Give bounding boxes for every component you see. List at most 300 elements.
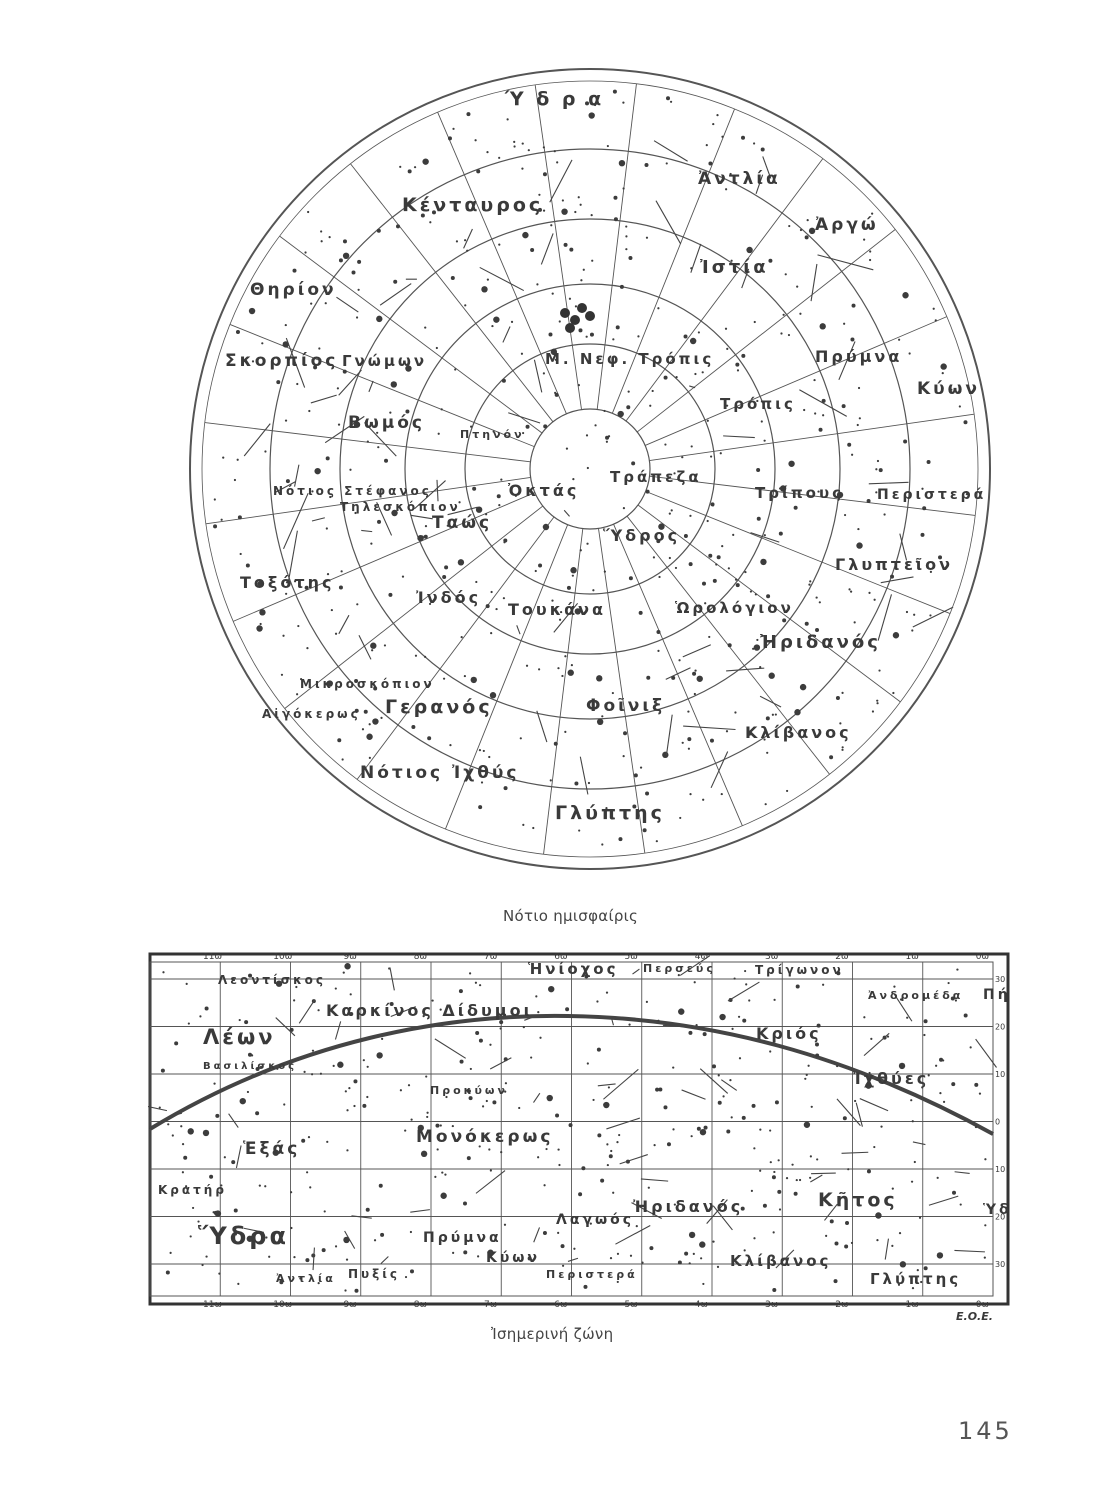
star: [876, 702, 878, 704]
star: [671, 509, 673, 511]
star: [338, 424, 340, 426]
star: [734, 711, 736, 713]
star: [873, 1146, 875, 1148]
star: [281, 674, 283, 676]
star: [550, 779, 552, 781]
south-map-constellation-labels: [225, 88, 986, 824]
star: [772, 1175, 776, 1179]
star: [717, 1266, 719, 1268]
constellation-label: Περσεύς: [643, 962, 716, 975]
star: [929, 614, 931, 616]
star: [960, 1203, 962, 1205]
star: [486, 604, 490, 608]
star: [847, 443, 851, 447]
star: [569, 298, 571, 300]
star: [237, 1283, 239, 1285]
star: [503, 541, 505, 543]
star: [746, 247, 752, 253]
star: [707, 520, 709, 522]
star: [744, 970, 746, 972]
star: [329, 236, 331, 238]
star: [441, 408, 443, 410]
star: [380, 717, 382, 719]
star: [159, 1106, 161, 1108]
star: [715, 563, 717, 565]
star: [335, 633, 337, 635]
star: [652, 390, 654, 392]
star: [617, 1253, 619, 1255]
hour-label-top: 7ω: [484, 952, 498, 962]
constellation-line: [361, 530, 372, 531]
star: [912, 1120, 914, 1122]
star: [312, 1050, 314, 1052]
star: [799, 313, 801, 315]
star: [366, 1096, 368, 1098]
star: [631, 461, 635, 465]
star: [622, 102, 624, 104]
star: [710, 739, 714, 743]
star-cluster: [565, 323, 575, 333]
star: [825, 1235, 827, 1237]
star: [879, 468, 883, 472]
star: [796, 1179, 798, 1181]
star: [669, 513, 671, 515]
star: [658, 576, 660, 578]
star: [425, 525, 427, 527]
star: [857, 424, 859, 426]
hour-label-top: 3ω: [765, 952, 779, 962]
star: [933, 308, 935, 310]
star: [616, 1141, 618, 1143]
star: [458, 559, 464, 565]
star: [559, 320, 561, 322]
star: [443, 678, 445, 680]
star: [970, 1046, 972, 1048]
star: [493, 316, 499, 322]
constellation-line: [359, 635, 371, 659]
star: [963, 420, 967, 424]
star: [526, 665, 528, 667]
star: [625, 248, 627, 250]
star: [454, 368, 456, 370]
star: [782, 618, 786, 622]
star: [371, 649, 373, 651]
star: [841, 749, 843, 751]
star: [842, 404, 846, 408]
star: [672, 1066, 674, 1068]
star: [183, 1156, 187, 1160]
star: [503, 597, 505, 599]
star: [710, 455, 712, 457]
star: [712, 504, 714, 506]
star: [935, 1065, 937, 1067]
star: [923, 1034, 925, 1036]
constellation-label: Ἀνδρομέδα: [868, 989, 964, 1002]
star: [939, 1058, 943, 1062]
star: [606, 1143, 608, 1145]
star: [732, 534, 734, 536]
star: [471, 677, 477, 683]
star: [167, 1123, 169, 1125]
star: [440, 1193, 446, 1199]
star: [408, 1084, 410, 1086]
constellation-line: [464, 229, 473, 248]
star: [564, 243, 568, 247]
star: [662, 752, 668, 758]
star: [520, 737, 522, 739]
star: [937, 1252, 943, 1258]
star: [775, 1100, 779, 1104]
constellation-line: [856, 1103, 862, 1127]
constellation-label: Ἠριδανός: [633, 1197, 744, 1216]
star: [783, 314, 785, 316]
constellation-line: [641, 1179, 668, 1181]
star: [367, 1066, 369, 1068]
star: [876, 700, 878, 702]
constellation-line: [666, 715, 672, 755]
star: [808, 584, 810, 586]
star: [426, 1112, 428, 1114]
star: [979, 1093, 981, 1095]
star: [240, 1098, 246, 1104]
constellation-label: Νότιος Ἰχθύς: [360, 763, 520, 783]
star: [586, 543, 588, 545]
star: [201, 1264, 203, 1266]
star: [346, 1149, 348, 1151]
south-map-stars: [213, 90, 968, 846]
star: [785, 273, 787, 275]
star: [552, 293, 554, 295]
star: [588, 782, 590, 784]
star: [521, 353, 523, 355]
star: [346, 1109, 348, 1111]
star: [410, 1269, 414, 1273]
star: [339, 585, 343, 589]
star: [641, 1262, 643, 1264]
constellation-label: Περιστερά: [877, 487, 987, 503]
star: [567, 586, 571, 590]
constellation-line: [381, 1256, 388, 1263]
star: [678, 1260, 682, 1264]
constellation-line: [534, 1227, 540, 1242]
constellation-label: Ὀκτάς: [508, 481, 580, 500]
star: [518, 1107, 520, 1109]
constellation-label: Κλίβανος: [745, 723, 852, 742]
star: [852, 304, 856, 308]
constellation-line: [842, 1152, 869, 1153]
star: [805, 622, 809, 626]
star: [870, 1038, 872, 1040]
hour-line: [649, 414, 974, 460]
declination-label: 30: [995, 1260, 1006, 1269]
star: [464, 304, 466, 306]
star: [794, 709, 800, 715]
hour-label-bottom: 3ω: [765, 1300, 779, 1310]
star: [306, 1171, 308, 1173]
star: [877, 460, 879, 462]
star: [424, 326, 426, 328]
star: [325, 302, 327, 304]
star: [760, 559, 766, 565]
star: [646, 676, 650, 680]
star: [725, 328, 727, 330]
constellation-line: [229, 1114, 239, 1128]
star: [587, 467, 589, 469]
star: [708, 636, 710, 638]
outer-circle: [190, 69, 990, 869]
star: [791, 1164, 793, 1166]
star: [664, 376, 668, 380]
star: [303, 1071, 305, 1073]
star: [366, 734, 372, 740]
star: [811, 1106, 813, 1108]
star: [752, 1104, 756, 1108]
star: [479, 749, 481, 751]
star: [940, 363, 946, 369]
star: [741, 136, 745, 140]
star: [854, 621, 856, 623]
star: [788, 334, 790, 336]
star: [937, 1177, 939, 1179]
hour-label-bottom: 8ω: [413, 1300, 428, 1310]
star: [729, 1079, 731, 1081]
star: [522, 232, 528, 238]
star: [788, 225, 790, 227]
star: [597, 719, 603, 725]
constellation-label: Ὕδρα: [198, 1222, 289, 1250]
star: [377, 229, 381, 233]
star: [775, 713, 777, 715]
star: [374, 1239, 376, 1241]
star: [773, 1231, 775, 1233]
star: [779, 532, 783, 536]
star: [678, 659, 680, 661]
star: [213, 524, 217, 528]
star: [891, 1245, 893, 1247]
constellation-label: Τρίπους: [755, 484, 845, 502]
constellation-label: Ύ δ ρ α: [505, 88, 605, 110]
star: [337, 1062, 343, 1068]
hour-label-top: 0ω: [975, 952, 990, 962]
star: [681, 456, 683, 458]
star: [222, 457, 224, 459]
star: [694, 693, 696, 695]
star: [190, 1235, 192, 1237]
star: [607, 145, 609, 147]
star: [343, 972, 345, 974]
star: [689, 1262, 691, 1264]
star: [369, 757, 371, 759]
star: [911, 629, 913, 631]
star: [479, 984, 481, 986]
star: [580, 549, 582, 551]
star: [759, 1170, 761, 1172]
star: [717, 555, 721, 559]
star: [215, 1114, 219, 1118]
constellation-line: [723, 436, 755, 438]
star: [688, 748, 690, 750]
star: [476, 169, 480, 173]
star: [751, 1190, 753, 1192]
star: [285, 419, 287, 421]
star: [259, 609, 265, 615]
constellation-line: [864, 1033, 889, 1055]
star: [574, 782, 578, 786]
star: [539, 1037, 541, 1039]
star: [692, 672, 696, 676]
star: [875, 468, 877, 470]
star: [487, 279, 489, 281]
star: [619, 160, 625, 166]
constellation-line: [633, 969, 640, 974]
star: [975, 1126, 977, 1128]
star: [909, 352, 911, 354]
star: [656, 840, 658, 842]
star: [883, 513, 885, 515]
star: [182, 1171, 184, 1173]
star: [672, 1128, 674, 1130]
constellation-label: Ἠριδανός: [760, 632, 881, 653]
star: [590, 333, 594, 337]
constellation-label: Ἑξάς: [243, 1139, 301, 1159]
star: [679, 817, 681, 819]
star: [491, 591, 493, 593]
star: [426, 1116, 428, 1118]
constellation-line: [711, 752, 728, 788]
hour-label-top: 6ω: [554, 952, 568, 962]
star: [597, 1133, 601, 1137]
constellation-label: Σκορπίος: [225, 351, 339, 371]
star: [408, 169, 412, 173]
hour-label-top: 1ω: [905, 952, 919, 962]
constellation-line: [869, 482, 909, 484]
constellation-label: Ὡρολόγιον: [675, 599, 794, 617]
star: [616, 325, 620, 329]
star: [939, 1092, 941, 1094]
star: [726, 1129, 730, 1133]
star: [809, 580, 811, 582]
star: [753, 142, 755, 144]
star: [463, 1250, 467, 1254]
star: [935, 319, 937, 321]
star: [311, 1073, 313, 1075]
star: [500, 479, 502, 481]
star: [578, 328, 582, 332]
constellation-label: Περιστερά: [546, 1268, 638, 1281]
star: [874, 599, 876, 601]
star: [942, 372, 944, 374]
constellation-label: Πρύμνα: [423, 1230, 502, 1246]
star: [857, 528, 859, 530]
star: [704, 1126, 708, 1130]
star: [893, 632, 899, 638]
star: [902, 292, 908, 298]
star: [422, 158, 428, 164]
hour-line: [357, 517, 554, 779]
star: [880, 1125, 882, 1127]
constellation-line: [860, 1099, 888, 1111]
constellation-label: Τουκάνα: [508, 600, 606, 619]
star: [507, 118, 509, 120]
star: [830, 1219, 834, 1223]
constellation-line: [336, 297, 358, 312]
constellation-line: [533, 1093, 539, 1102]
hour-label-bottom: 9ω: [343, 1300, 357, 1310]
star: [535, 570, 537, 572]
page-number: 145: [958, 1417, 1013, 1445]
map-signature: Ε.Ο.Ε.: [956, 1310, 993, 1322]
star: [343, 253, 349, 259]
star: [293, 999, 295, 1001]
star: [766, 716, 770, 720]
star: [352, 271, 356, 275]
star: [464, 239, 466, 241]
star: [815, 1053, 819, 1057]
star: [477, 1255, 479, 1257]
declination-label: 20: [995, 1212, 1006, 1222]
constellation-line: [369, 381, 373, 392]
constellation-line: [954, 1250, 984, 1251]
star: [592, 1099, 594, 1101]
star: [305, 1258, 309, 1262]
star: [483, 750, 485, 752]
star: [318, 347, 320, 349]
star: [479, 1039, 483, 1043]
star: [348, 1087, 350, 1089]
constellation-line: [508, 413, 540, 423]
constellation-label: Βασιλίσκος: [203, 1061, 298, 1072]
star: [769, 673, 775, 679]
star: [504, 786, 508, 790]
constellation-line: [726, 668, 764, 671]
equatorial-zone-caption: Ἰσημερινή ζώνη: [491, 1325, 614, 1343]
star: [561, 208, 567, 214]
star: [538, 564, 542, 568]
star: [605, 436, 609, 440]
hour-label-top: 5ω: [624, 952, 638, 962]
constellation-label: Ἀργώ: [815, 215, 879, 235]
star: [564, 731, 566, 733]
star: [437, 1148, 439, 1150]
star: [434, 1176, 436, 1178]
star: [256, 625, 262, 631]
equatorial-zone-star-map: [148, 944, 1010, 1322]
constellation-line: [606, 1118, 639, 1129]
star: [620, 285, 624, 289]
star: [415, 655, 417, 657]
star: [562, 199, 564, 201]
star: [261, 342, 263, 344]
star: [314, 468, 320, 474]
star: [162, 971, 164, 973]
star: [255, 1111, 259, 1115]
star: [854, 1100, 856, 1102]
star: [213, 1211, 215, 1213]
star: [606, 441, 608, 443]
star: [603, 410, 605, 412]
star: [682, 742, 684, 744]
star: [452, 128, 454, 130]
star-cluster: [560, 308, 570, 318]
star: [603, 1102, 609, 1108]
star: [578, 196, 580, 198]
star: [739, 1057, 741, 1059]
star: [543, 146, 545, 148]
star: [172, 1134, 174, 1136]
hour-label-bottom: 10ω: [273, 1300, 293, 1310]
star: [867, 499, 871, 503]
star: [337, 387, 339, 389]
